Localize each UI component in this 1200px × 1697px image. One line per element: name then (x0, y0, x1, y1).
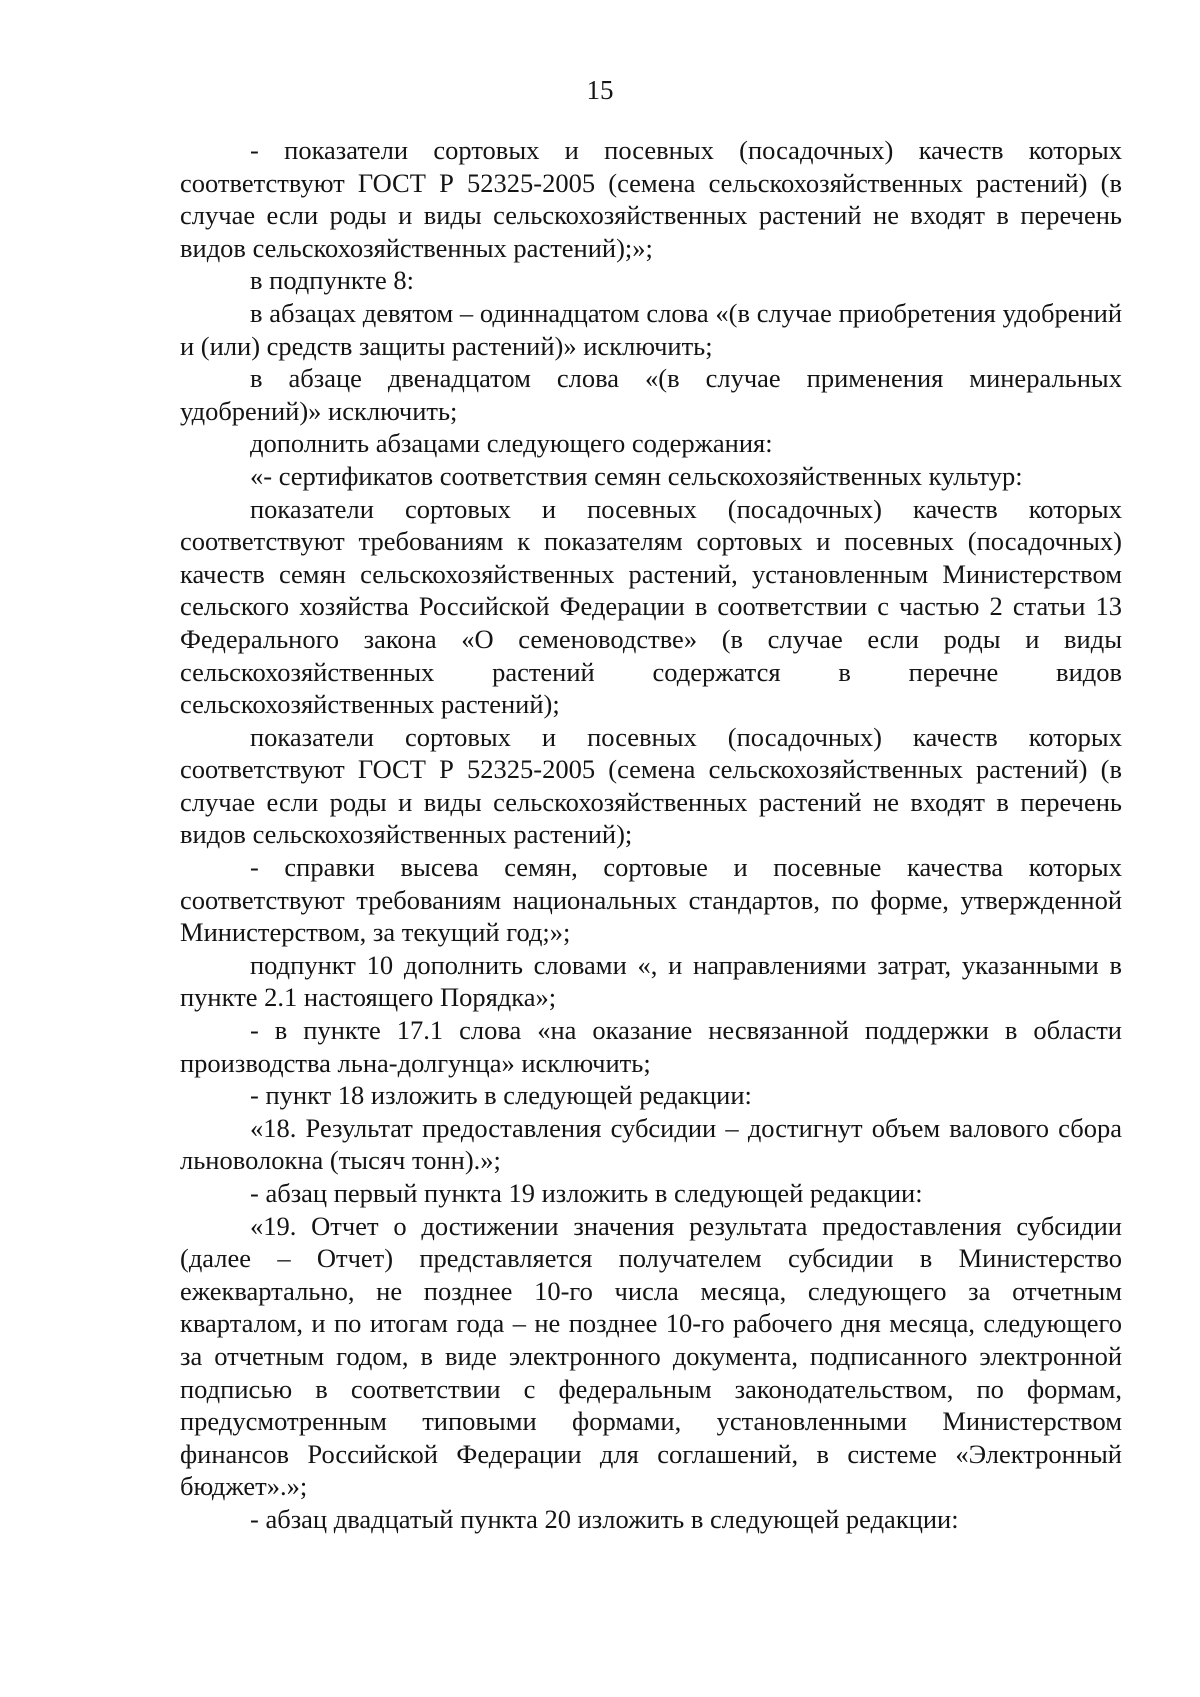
paragraph: в абзацах девятом – одиннадцатом слова «(в случае приобретения удобрений и (или) средств защиты растений)» исключить; (180, 297, 1122, 361)
paragraph: - пункт 18 изложить в следующей редакции: (250, 1080, 752, 1111)
paragraph: - абзац первый пункта 19 изложить в следующей редакции: (250, 1178, 923, 1208)
page-number: 15 (586, 75, 614, 105)
paragraph: в подпункте 8: (250, 265, 415, 296)
paragraph: «18. Результат предоставления субсидии – достигнут объем валового сбора льноволокна (тысяч тонн).»; (180, 1112, 1122, 1176)
paragraph: показатели сортовых и посевных (посадочных) качеств которых соответствуют ГОСТ Р 52325-2005 (семена сельскохозяйственных растений) (в случае если роды и виды сельскохозяйственных растений не входят в перечень видов сельскохозяйственных растений); (180, 721, 1122, 850)
paragraph: - показатели сортовых и посевных (посадочных) качеств которых соответствуют ГОСТ Р 52325-2005 (семена сельскохозяйственных растений) (в случае если роды и виды сельскохозяйственных растений не входят в перечень видов сельскохозяйственных растений);»; (180, 135, 1122, 263)
paragraph: в абзаце двенадцатом слова «(в случае применения минеральных удобрений)» исключить; (180, 363, 1122, 426)
paragraph: «19. Отчет о достижении значения результата предоставления субсидии (далее – Отчет) представляется получателем субсидии в Министерство ежеквартально, не позднее 10-го числа месяца, следующего за отчетным кварталом, и по итогам года – не позднее 10-го рабочего дня месяца, следующего за отчетным годом, в виде электронного документа, подписанного электронной подписью в соответствии с федеральным законодательством, по формам, предусмотренным типовыми формами, установленными Министерством финансов Российской Федерации для соглашений, в системе «Электронный бюджет».»; (180, 1210, 1122, 1502)
paragraph: «- сертификатов соответствия семян сельскохозяйственных культур: (250, 460, 1023, 491)
paragraph: - в пункте 17.1 слова «на оказание несвязанной поддержки в области производства льна-долгунца» исключить; (180, 1015, 1122, 1078)
document-body (180, 134, 1122, 1536)
paragraph: подпункт 10 дополнить словами «, и направлениями затрат, указанными в пункте 2.1 настоящего Порядка»; (180, 949, 1122, 1013)
paragraph: дополнить абзацами следующего содержания: (250, 428, 773, 459)
paragraph: - абзац двадцатый пункта 20 изложить в следующей редакции: (250, 1503, 959, 1534)
paragraph: показатели сортовых и посевных (посадочных) качеств которых соответствуют требованиям к показателям сортовых и посевных (посадочных) качеств семян сельскохозяйственных растений, установленным Министерством сельского хозяйства Российской Федерации в соответствии с частью 2 статьи 13 Федерального закона «О семеноводстве» (в случае если роды и виды сельскохозяйственных растений содержатся в перечне видов сельскохозяйственных растений); (180, 493, 1122, 720)
paragraph: - справки высева семян, сортовые и посевные качества которых соответствуют требованиям национальных стандартов, по форме, утвержденной Министерством, за текущий год;»; (180, 852, 1122, 948)
